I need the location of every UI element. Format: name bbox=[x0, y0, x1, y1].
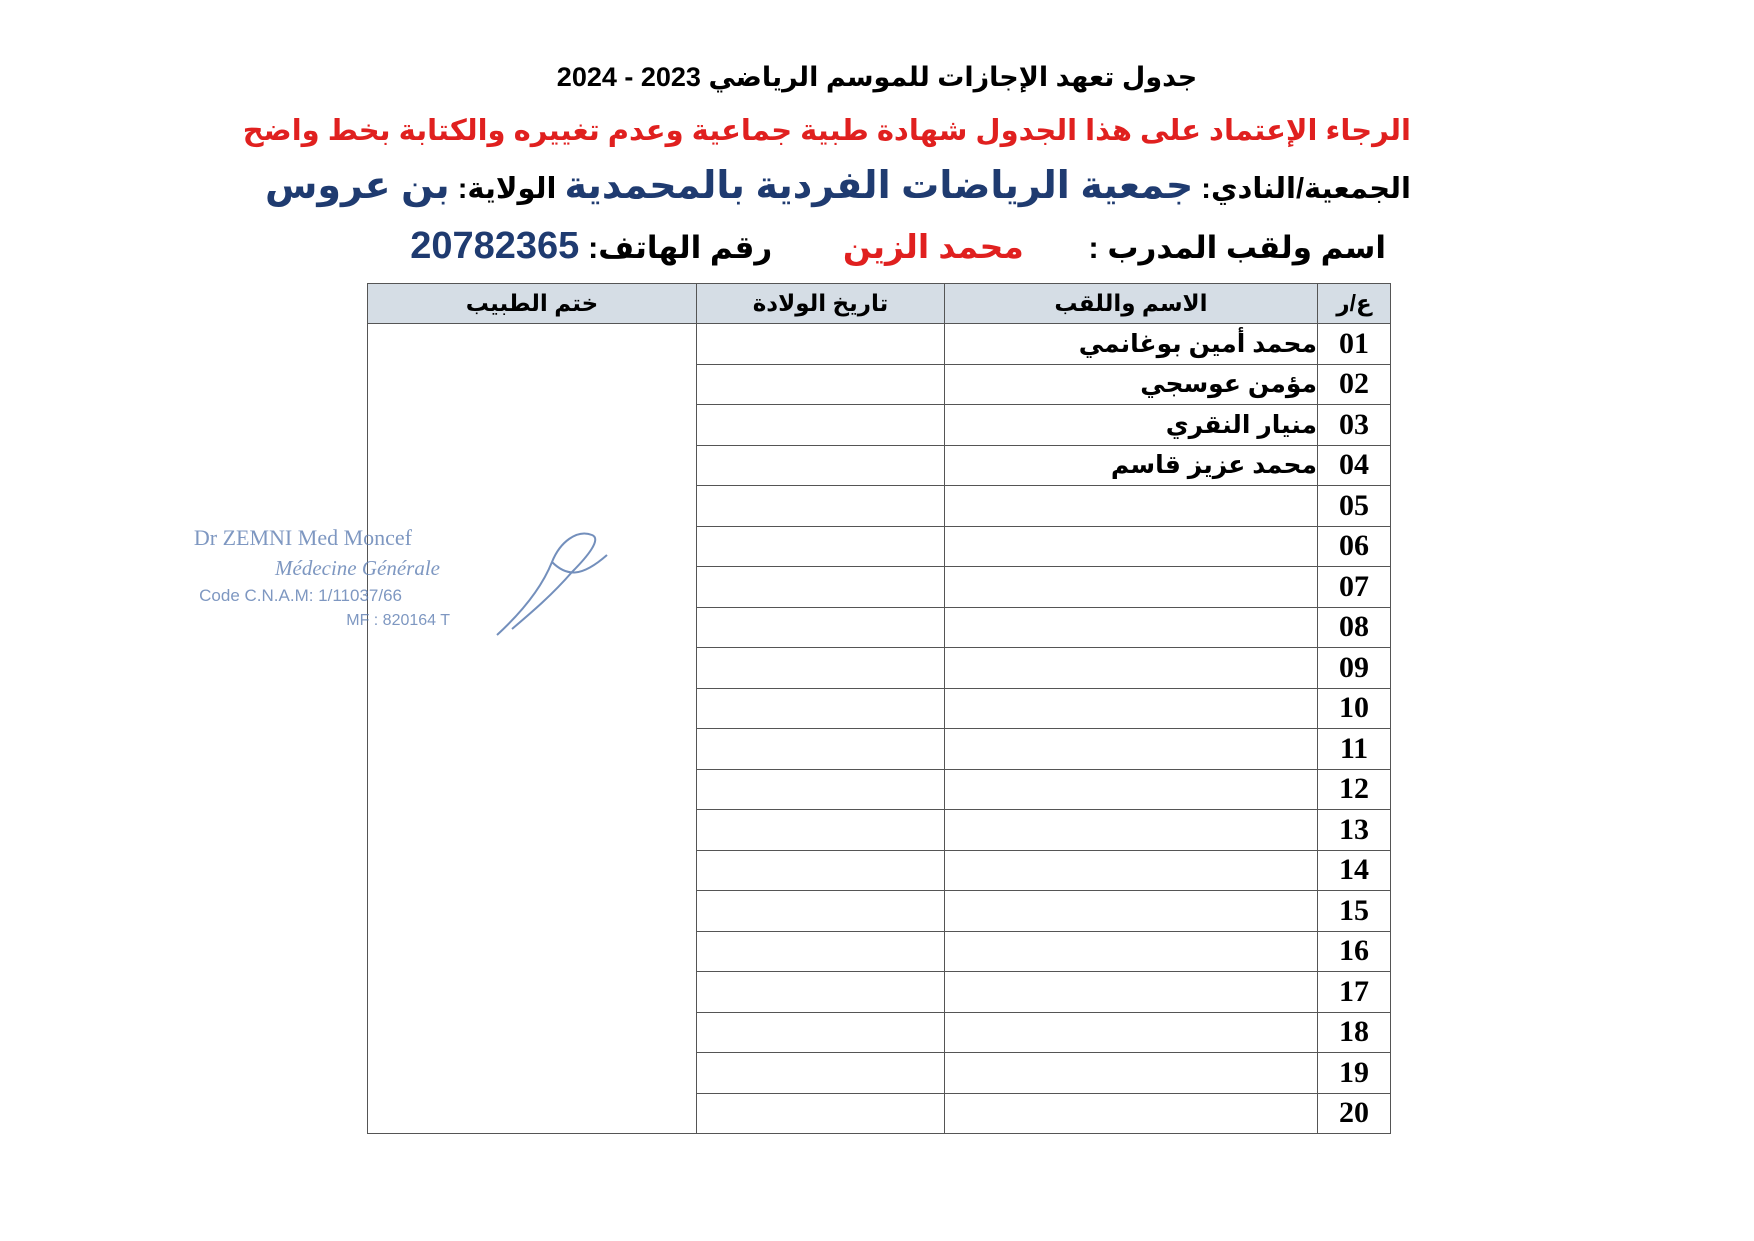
row-number: 07 bbox=[1318, 567, 1391, 608]
athlete-name-cell bbox=[945, 607, 1318, 648]
coach-name: محمد الزين bbox=[842, 228, 1024, 265]
row-number: 10 bbox=[1318, 688, 1391, 729]
row-number: 18 bbox=[1318, 1012, 1391, 1053]
row-number: 20 bbox=[1318, 1093, 1391, 1134]
state-name: بن عروس bbox=[264, 165, 450, 207]
table-row bbox=[368, 324, 1391, 365]
athlete-name-cell bbox=[945, 567, 1318, 608]
athlete-name-cell bbox=[945, 486, 1318, 527]
stamp-signature bbox=[497, 534, 607, 635]
row-number: 14 bbox=[1318, 850, 1391, 891]
row-number: 17 bbox=[1318, 972, 1391, 1013]
row-number: 13 bbox=[1318, 810, 1391, 851]
athlete-name-cell: محمد عزيز قاسم bbox=[945, 445, 1318, 486]
athlete-name-cell bbox=[945, 931, 1318, 972]
birthdate-cell bbox=[697, 567, 945, 608]
row-number: 15 bbox=[1318, 891, 1391, 932]
birthdate-cell bbox=[697, 324, 945, 365]
doctor-stamp-cell bbox=[193, 324, 697, 1134]
birthdate-cell bbox=[697, 486, 945, 527]
club-name: جمعية الرياضات الفردية بالمحمدية bbox=[564, 165, 1194, 207]
athlete-name-cell bbox=[945, 526, 1318, 567]
athlete-name-cell bbox=[945, 769, 1318, 810]
athlete-name-cell bbox=[945, 972, 1318, 1013]
phone-number: 20782365 bbox=[410, 225, 580, 267]
birthdate-cell bbox=[697, 972, 945, 1013]
athlete-name-cell bbox=[945, 1093, 1318, 1134]
birthdate-cell bbox=[697, 445, 945, 486]
license-table bbox=[193, 283, 1391, 1134]
athlete-name-cell: منيار النقري bbox=[945, 405, 1318, 446]
stamp-line-4: MF : 820164 T bbox=[346, 612, 450, 629]
athlete-name-cell bbox=[945, 648, 1318, 689]
stamp-line-3: Code C.N.A.M: 1/11037/66 bbox=[199, 586, 402, 605]
row-number: 05 bbox=[1318, 486, 1391, 527]
birthdate-cell bbox=[697, 1093, 945, 1134]
state-label: الولاية: bbox=[457, 173, 557, 205]
birthdate-cell bbox=[697, 810, 945, 851]
coach-label: اسم ولقب المدرب : bbox=[1088, 230, 1386, 265]
athlete-name-cell bbox=[945, 1012, 1318, 1053]
birthdate-cell bbox=[697, 931, 945, 972]
row-number: 08 bbox=[1318, 607, 1391, 648]
header-birthdate: تاريخ الولادة bbox=[697, 284, 945, 324]
athlete-name-cell bbox=[945, 729, 1318, 770]
birthdate-cell bbox=[697, 891, 945, 932]
athlete-name-cell bbox=[945, 810, 1318, 851]
athlete-name-cell bbox=[945, 891, 1318, 932]
birthdate-cell bbox=[697, 648, 945, 689]
doctor-stamp bbox=[193, 517, 670, 642]
birthdate-cell bbox=[697, 688, 945, 729]
row-number: 02 bbox=[1318, 364, 1391, 405]
row-number: 19 bbox=[1318, 1053, 1391, 1094]
row-number: 01 bbox=[1318, 324, 1391, 365]
athlete-name-cell bbox=[945, 1053, 1318, 1094]
birthdate-cell bbox=[697, 364, 945, 405]
coach-line bbox=[410, 225, 1386, 268]
birthdate-cell bbox=[697, 526, 945, 567]
row-number: 06 bbox=[1318, 526, 1391, 567]
row-number: 03 bbox=[1318, 405, 1391, 446]
birthdate-cell bbox=[697, 1012, 945, 1053]
athlete-name-cell bbox=[945, 688, 1318, 729]
table-header-row bbox=[368, 284, 1391, 324]
stamp-line-2: Médecine Générale bbox=[275, 556, 440, 580]
birthdate-cell bbox=[697, 405, 945, 446]
row-number: 12 bbox=[1318, 769, 1391, 810]
stamp-line-1: Dr ZEMNI Med Moncef bbox=[193, 525, 412, 550]
table-body bbox=[193, 324, 1391, 1134]
club-label: الجمعية/النادي: bbox=[1201, 173, 1411, 205]
athlete-name-cell: محمد أمين بوغانمي bbox=[945, 324, 1318, 365]
row-number: 16 bbox=[1318, 931, 1391, 972]
document-title: جدول تعهد الإجازات للموسم الرياضي 2023 - 2024 bbox=[556, 62, 1198, 92]
birthdate-cell bbox=[697, 850, 945, 891]
row-number: 04 bbox=[1318, 445, 1391, 486]
athlete-name-cell: مؤمن عوسجي bbox=[945, 364, 1318, 405]
athlete-name-cell bbox=[945, 850, 1318, 891]
birthdate-cell bbox=[697, 607, 945, 648]
header-name: الاسم واللقب bbox=[945, 284, 1318, 324]
club-line bbox=[265, 163, 1411, 208]
header-number: ع/ر bbox=[1318, 284, 1391, 324]
birthdate-cell bbox=[697, 729, 945, 770]
phone-label: رقم الهاتف: bbox=[587, 230, 773, 265]
birthdate-cell bbox=[697, 1053, 945, 1094]
instruction-note: الرجاء الإعتماد على هذا الجدول شهادة طبية جماعية وعدم تغييره والكتابة بخط واضح bbox=[242, 115, 1411, 147]
row-number: 09 bbox=[1318, 648, 1391, 689]
header-doctor-stamp: ختم الطبيب bbox=[368, 284, 697, 324]
birthdate-cell bbox=[697, 769, 945, 810]
row-number: 11 bbox=[1318, 729, 1391, 770]
